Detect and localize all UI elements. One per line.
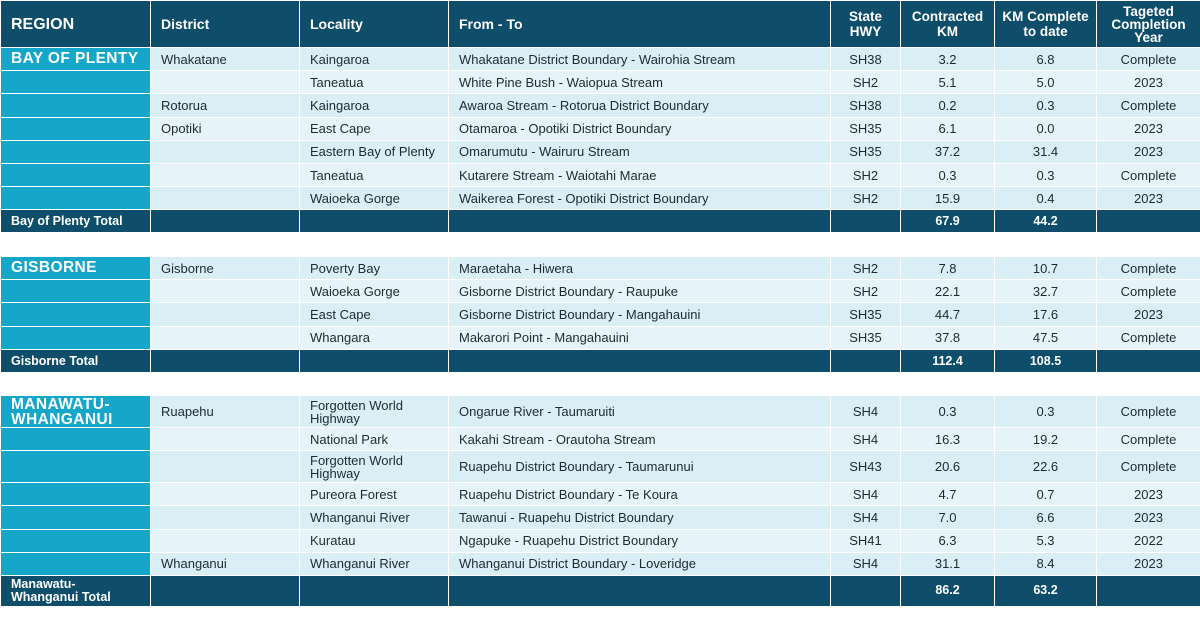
target-year-cell: Complete: [1097, 451, 1200, 483]
empty-cell: [1097, 349, 1200, 372]
table-row: [1, 94, 1200, 117]
empty-cell: [449, 349, 831, 372]
km-complete-cell: 32.7: [995, 280, 1097, 303]
region-blank-cell: [1, 280, 151, 303]
locality-cell: Forgotten World Highway: [300, 451, 449, 483]
locality-cell: Waioeka Gorge: [300, 280, 449, 303]
contracted-km-cell: 5.1: [901, 71, 995, 94]
bay-of-plenty-table: [0, 0, 1200, 233]
target-year-cell: Complete: [1097, 280, 1200, 303]
locality-cell: Whangara: [300, 326, 449, 349]
table-row: [1, 552, 1200, 575]
total-km-complete: 63.2: [995, 575, 1097, 606]
state-hwy-cell: SH38: [831, 48, 901, 71]
target-year-cell: 2023: [1097, 187, 1200, 210]
from-to-cell: Ongarue River - Taumaruiti: [449, 396, 831, 428]
total-label: [1, 575, 151, 606]
target-year-cell: 2023: [1097, 140, 1200, 163]
from-to-cell: Gisborne District Boundary - Raupuke: [449, 280, 831, 303]
km-complete-cell: 0.4: [995, 187, 1097, 210]
district-cell: [151, 140, 300, 163]
from-to-cell: Whanganui District Boundary - Loveridge: [449, 552, 831, 575]
from-to-cell: Ngapuke - Ruapehu District Boundary: [449, 529, 831, 552]
locality-cell: Kuratau: [300, 529, 449, 552]
target-year-cell: 2023: [1097, 303, 1200, 326]
empty-cell: [300, 210, 449, 233]
locality-cell: Taneatua: [300, 71, 449, 94]
table-row: [1, 396, 1200, 428]
total-label-line2: Whanganui Total: [11, 589, 111, 604]
km-complete-cell: 0.3: [995, 396, 1097, 428]
region-blank-cell: [1, 428, 151, 451]
region-label: BAY OF PLENTY: [1, 48, 151, 71]
from-to-cell: Whakatane District Boundary - Wairohia Stream: [449, 48, 831, 71]
km-complete-cell: 10.7: [995, 257, 1097, 280]
locality-cell: Forgotten World Highway: [300, 396, 449, 428]
total-km-complete: 44.2: [995, 210, 1097, 233]
target-year-cell: 2023: [1097, 506, 1200, 529]
from-to-cell: Otamaroa - Opotiki District Boundary: [449, 117, 831, 140]
contracted-km-cell: 37.2: [901, 140, 995, 163]
from-to-cell: Maraetaha - Hiwera: [449, 257, 831, 280]
table-row: [1, 140, 1200, 163]
contracted-km-cell: 22.1: [901, 280, 995, 303]
region-blank-cell: [1, 303, 151, 326]
locality-cell: Poverty Bay: [300, 257, 449, 280]
state-hwy-cell: SH35: [831, 117, 901, 140]
km-complete-cell: 8.4: [995, 552, 1097, 575]
header-district: District: [151, 1, 300, 48]
from-to-cell: Ruapehu District Boundary - Taumarunui: [449, 451, 831, 483]
state-hwy-cell: SH2: [831, 163, 901, 186]
empty-cell: [831, 575, 901, 606]
target-year-cell: Complete: [1097, 396, 1200, 428]
header-from-to: From - To: [449, 1, 831, 48]
region-blank-cell: [1, 94, 151, 117]
total-contracted-km: 86.2: [901, 575, 995, 606]
empty-cell: [449, 210, 831, 233]
district-cell: [151, 506, 300, 529]
total-label-line1: Manawatu-: [11, 576, 76, 591]
state-hwy-cell: SH4: [831, 428, 901, 451]
target-year-cell: Complete: [1097, 94, 1200, 117]
km-complete-cell: 17.6: [995, 303, 1097, 326]
contracted-km-cell: 6.3: [901, 529, 995, 552]
header-region: REGION: [1, 1, 151, 48]
region-blank-cell: [1, 117, 151, 140]
state-hwy-cell: SH43: [831, 451, 901, 483]
locality-cell: Whanganui River: [300, 552, 449, 575]
district-cell: [151, 303, 300, 326]
district-cell: Whakatane: [151, 48, 300, 71]
empty-cell: [300, 349, 449, 372]
target-year-cell: Complete: [1097, 326, 1200, 349]
target-year-cell: 2022: [1097, 529, 1200, 552]
target-year-cell: Complete: [1097, 163, 1200, 186]
km-complete-cell: 0.3: [995, 94, 1097, 117]
region-label: GISBORNE: [1, 257, 151, 280]
table-row: [1, 529, 1200, 552]
header-km-complete: KM Complete to date: [995, 1, 1097, 48]
total-contracted-km: 112.4: [901, 349, 995, 372]
total-km-complete: 108.5: [995, 349, 1097, 372]
target-year-cell: 2023: [1097, 71, 1200, 94]
state-hwy-cell: SH2: [831, 187, 901, 210]
table-row: [1, 428, 1200, 451]
state-hwy-cell: SH41: [831, 529, 901, 552]
from-to-cell: Ruapehu District Boundary - Te Koura: [449, 483, 831, 506]
region-blank-cell: [1, 451, 151, 483]
state-hwy-cell: SH4: [831, 483, 901, 506]
region-blank-cell: [1, 326, 151, 349]
region-blank-cell: [1, 483, 151, 506]
contracted-km-cell: 20.6: [901, 451, 995, 483]
empty-cell: [300, 575, 449, 606]
region-blank-cell: [1, 140, 151, 163]
table-row: [1, 48, 1200, 71]
empty-cell: [831, 349, 901, 372]
km-complete-cell: 6.8: [995, 48, 1097, 71]
table-row: [1, 483, 1200, 506]
table-row: [1, 163, 1200, 186]
km-complete-cell: 19.2: [995, 428, 1097, 451]
table-row: [1, 303, 1200, 326]
from-to-cell: Makarori Point - Mangahauini: [449, 326, 831, 349]
km-complete-cell: 0.7: [995, 483, 1097, 506]
target-year-cell: 2023: [1097, 483, 1200, 506]
region-blank-cell: [1, 71, 151, 94]
contracted-km-cell: 7.0: [901, 506, 995, 529]
locality-cell: National Park: [300, 428, 449, 451]
empty-cell: [831, 210, 901, 233]
district-cell: [151, 187, 300, 210]
district-cell: [151, 483, 300, 506]
target-year-cell: Complete: [1097, 428, 1200, 451]
locality-cell: Pureora Forest: [300, 483, 449, 506]
target-year-cell: 2023: [1097, 552, 1200, 575]
from-to-cell: Omarumutu - Wairuru Stream: [449, 140, 831, 163]
district-cell: [151, 326, 300, 349]
target-year-cell: 2023: [1097, 117, 1200, 140]
from-to-cell: Waikerea Forest - Opotiki District Boundary: [449, 187, 831, 210]
empty-cell: [151, 349, 300, 372]
table-row: [1, 506, 1200, 529]
km-complete-cell: 0.0: [995, 117, 1097, 140]
district-cell: Rotorua: [151, 94, 300, 117]
header-state-hwy: State HWY: [831, 1, 901, 48]
table-row: [1, 257, 1200, 280]
contracted-km-cell: 4.7: [901, 483, 995, 506]
km-complete-cell: 0.3: [995, 163, 1097, 186]
state-hwy-cell: SH4: [831, 506, 901, 529]
region-blank-cell: [1, 187, 151, 210]
locality-cell: Waioeka Gorge: [300, 187, 449, 210]
locality-cell: Whanganui River: [300, 506, 449, 529]
target-year-cell: Complete: [1097, 48, 1200, 71]
state-hwy-cell: SH35: [831, 303, 901, 326]
district-cell: [151, 163, 300, 186]
empty-cell: [449, 575, 831, 606]
total-row: [1, 210, 1200, 233]
from-to-cell: Tawanui - Ruapehu District Boundary: [449, 506, 831, 529]
contracted-km-cell: 7.8: [901, 257, 995, 280]
state-hwy-cell: SH2: [831, 280, 901, 303]
locality-cell: Eastern Bay of Plenty: [300, 140, 449, 163]
from-to-cell: White Pine Bush - Waiopua Stream: [449, 71, 831, 94]
gisborne-table: [0, 256, 1200, 373]
state-hwy-cell: SH4: [831, 396, 901, 428]
table-row: [1, 71, 1200, 94]
header-contracted-km: Contracted KM: [901, 1, 995, 48]
table-row: [1, 280, 1200, 303]
km-complete-cell: 5.3: [995, 529, 1097, 552]
total-contracted-km: 67.9: [901, 210, 995, 233]
empty-cell: [151, 575, 300, 606]
locality-cell: Kaingaroa: [300, 48, 449, 71]
locality-cell: East Cape: [300, 117, 449, 140]
empty-cell: [1097, 575, 1200, 606]
contracted-km-cell: 15.9: [901, 187, 995, 210]
region-label-line1: MANAWATU-: [11, 395, 110, 413]
table-row: [1, 326, 1200, 349]
manawatu-whanganui-table: [0, 395, 1200, 607]
contracted-km-cell: 31.1: [901, 552, 995, 575]
contracted-km-cell: 6.1: [901, 117, 995, 140]
region-blank-cell: [1, 163, 151, 186]
total-label: Bay of Plenty Total: [1, 210, 151, 233]
state-hwy-cell: SH4: [831, 552, 901, 575]
region-blank-cell: [1, 529, 151, 552]
total-label: Gisborne Total: [1, 349, 151, 372]
region-blank-cell: [1, 506, 151, 529]
contracted-km-cell: 0.2: [901, 94, 995, 117]
state-hwy-cell: SH35: [831, 140, 901, 163]
district-cell: Whanganui: [151, 552, 300, 575]
district-cell: [151, 451, 300, 483]
contracted-km-cell: 16.3: [901, 428, 995, 451]
km-complete-cell: 22.6: [995, 451, 1097, 483]
district-cell: Gisborne: [151, 257, 300, 280]
district-cell: [151, 529, 300, 552]
total-row: [1, 349, 1200, 372]
district-cell: Ruapehu: [151, 396, 300, 428]
km-complete-cell: 5.0: [995, 71, 1097, 94]
contracted-km-cell: 37.8: [901, 326, 995, 349]
district-cell: [151, 71, 300, 94]
total-row: [1, 575, 1200, 606]
region-blank-cell: [1, 552, 151, 575]
contracted-km-cell: 0.3: [901, 163, 995, 186]
empty-cell: [1097, 210, 1200, 233]
empty-cell: [151, 210, 300, 233]
region-label: [1, 396, 151, 428]
km-complete-cell: 47.5: [995, 326, 1097, 349]
district-cell: [151, 428, 300, 451]
state-hwy-cell: SH2: [831, 71, 901, 94]
from-to-cell: Awaroa Stream - Rotorua District Boundary: [449, 94, 831, 117]
table-row: [1, 117, 1200, 140]
header-row: [1, 1, 1200, 48]
locality-cell: Kaingaroa: [300, 94, 449, 117]
district-cell: Opotiki: [151, 117, 300, 140]
km-complete-cell: 6.6: [995, 506, 1097, 529]
locality-cell: East Cape: [300, 303, 449, 326]
km-complete-cell: 31.4: [995, 140, 1097, 163]
contracted-km-cell: 44.7: [901, 303, 995, 326]
state-hwy-cell: SH38: [831, 94, 901, 117]
table-row: [1, 187, 1200, 210]
region-label-line2: WHANGANUI: [11, 410, 113, 428]
contracted-km-cell: 0.3: [901, 396, 995, 428]
header-locality: Locality: [300, 1, 449, 48]
contracted-km-cell: 3.2: [901, 48, 995, 71]
header-target-year: Tageted Completion Year: [1097, 1, 1200, 48]
table-row: [1, 451, 1200, 483]
from-to-cell: Kutarere Stream - Waiotahi Marae: [449, 163, 831, 186]
target-year-cell: Complete: [1097, 257, 1200, 280]
locality-cell: Taneatua: [300, 163, 449, 186]
state-hwy-cell: SH35: [831, 326, 901, 349]
district-cell: [151, 280, 300, 303]
state-hwy-cell: SH2: [831, 257, 901, 280]
from-to-cell: Kakahi Stream - Orautoha Stream: [449, 428, 831, 451]
from-to-cell: Gisborne District Boundary - Mangahauini: [449, 303, 831, 326]
